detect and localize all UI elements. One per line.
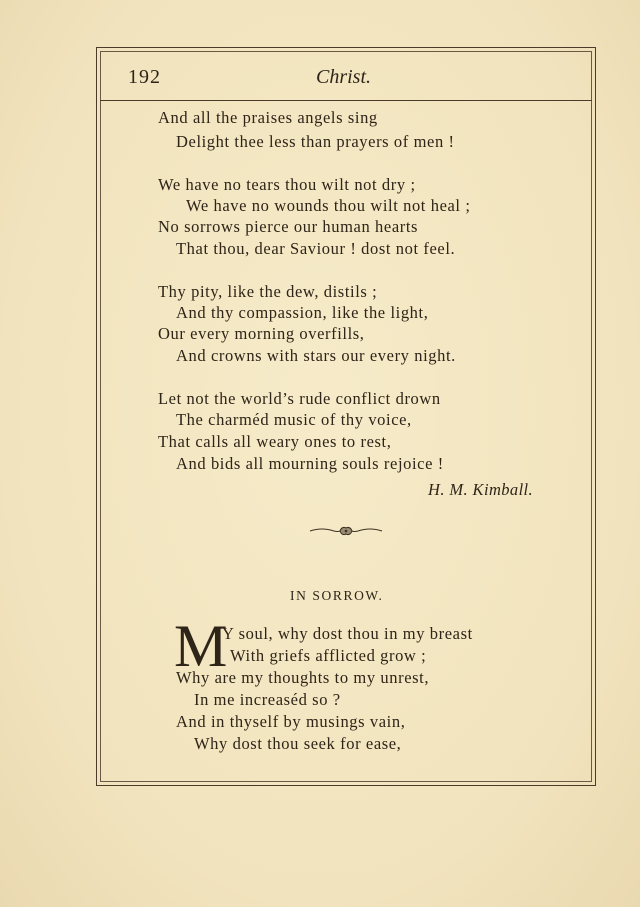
poem-line: With griefs afflicted grow ; [230,646,427,665]
ornament-divider [308,524,384,538]
poem-line: Let not the world’s rude conflict drown [158,389,441,408]
poem-line: The charméd music of thy voice, [176,410,412,429]
poem-line: And in thyself by musings vain, [176,712,406,731]
poem-line: And thy compassion, like the light, [176,303,429,322]
poem-line: Why dost thou seek for ease, [194,734,402,753]
poem-line: And bids all mourning souls rejoice ! [176,454,444,473]
poem-title: IN SORROW. [290,588,384,603]
page-number: 192 [128,66,161,88]
poem-line: No sorrows pierce our human hearts [158,217,419,236]
poem-line: Why are my thoughts to my unrest, [176,668,430,687]
author-signature: H. M. Kimball. [428,480,534,499]
running-title: Christ. [316,66,372,88]
poem-line: That calls all weary ones to rest, [158,432,392,451]
poem-line: Thy pity, like the dew, distils ; [158,282,378,301]
drop-cap: M [174,613,228,679]
poem-line: Delight thee less than prayers of men ! [176,132,455,151]
poem-line: In me increaséd so ? [194,690,341,709]
poem-line: Y soul, why dost thou in my breast [222,624,473,643]
poem-line: And all the praises angels sing [158,108,378,127]
poem-line: We have no tears thou wilt not dry ; [158,175,416,194]
header-rule [100,100,592,101]
poem-line: That thou, dear Saviour ! dost not feel. [176,239,456,258]
poem-line: We have no wounds thou wilt not heal ; [186,196,471,215]
poem-line: Our every morning overfills, [158,324,365,343]
poem-line: And crowns with stars our every night. [176,346,456,365]
